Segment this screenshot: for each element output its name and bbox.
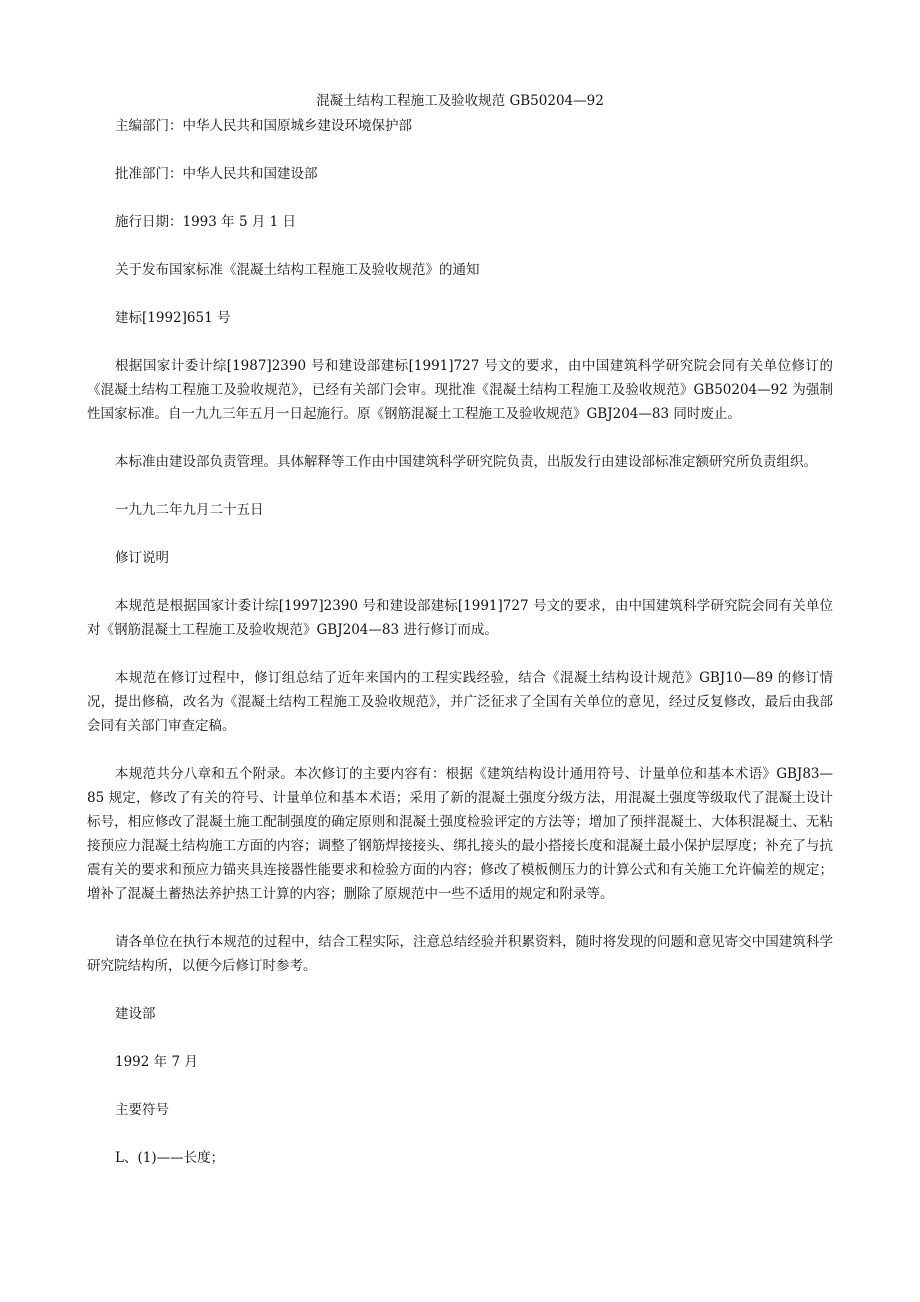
notice-title: 关于发布国家标准《混凝土结构工程施工及验收规范》的通知 [115,262,480,278]
sign-date: 1992 年 7 月 [115,1054,198,1070]
notice-number: 建标[1992]651 号 [115,310,231,326]
paragraph-revision-content: 本规范共分八章和五个附录。本次修订的主要内容有：根据《建筑结构设计通用符号、计量单位和基本术语》GBJ83—85 规定，修改了有关的符号、计量单位和基本术语；采用了新的混凝土强度分级方法，用混凝土强度等级取代了混凝土设计标号，相应修改了混凝土施工配制强度的确定原则和混凝土强度检验评定的方法等；增加了预拌混凝土、大体积混凝土、无粘接预应力混凝土结构施工方面的内容；调整了钢筋焊接接头、绑扎接头的最小搭接长度和混凝土最小保护层厚度；补充了与抗震有关的要求和预应力锚夹具连接器性能要求和检验方面的内容；修改了模板侧压力的计算公式和有关施工允许偏差的规定；增补了混凝土蓄热法养护热工计算的内容；删除了原规范中一些不适用的规定和附录等。 [87,766,833,902]
paragraph-approval: 根据国家计委计综[1987]2390 号和建设部建标[1991]727 号文的要求，由中国建筑科学研究院会同有关单位修订的《混凝土结构工程施工及验收规范》，已经有关部门会审。现批准《混凝土结构工程施工及验收规范》GB50204—92 为强制性国家标准。自一九九三年五月一日起施行。原《钢筋混凝土工程施工及验收规范》GBJ204—83 同时废止。 [87,358,833,422]
paragraph-request: 请各单位在执行本规范的过程中，结合工程实际，注意总结经验并积累资料，随时将发现的问题和意见寄交中国建筑科学研究院结构所，以便今后修订时参考。 [87,934,833,974]
approver-line: 批准部门：中华人民共和国建设部 [115,166,318,182]
document-title: 混凝土结构工程施工及验收规范 GB50204—92 [316,93,604,109]
effective-date-line: 施行日期：1993 年 5 月 1 日 [115,214,296,230]
notice-date: 一九九二年九月二十五日 [115,502,264,518]
paragraph-management: 本标准由建设部负责管理。具体解释等工作由中国建筑科学研究院负责，出版发行由建设部标准定额研究所负责组织。 [115,454,817,470]
revision-heading: 修订说明 [115,550,169,566]
symbol-length: L、(1)——长度； [115,1150,225,1166]
paragraph-revision-basis: 本规范是根据国家计委计综[1997]2390 号和建设部建标[1991]727 号文的要求，由中国建筑科学研究院会同有关单位对《钢筋混凝土工程施工及验收规范》GBJ204—83 进行修订而成。 [87,598,833,638]
symbols-heading: 主要符号 [115,1102,169,1118]
paragraph-revision-process: 本规范在修订过程中，修订组总结了近年来国内的工程实践经验，结合《混凝土结构设计规范》GBJ10—89 的修订情况，提出修稿，改名为《混凝土结构工程施工及验收规范》，并广泛征求了全国有关单位的意见，经过反复修改，最后由我部会同有关部门审查定稿。 [87,670,833,734]
editor-line: 主编部门：中华人民共和国原城乡建设环境保护部 [115,118,412,134]
signer: 建设部 [115,1006,156,1022]
